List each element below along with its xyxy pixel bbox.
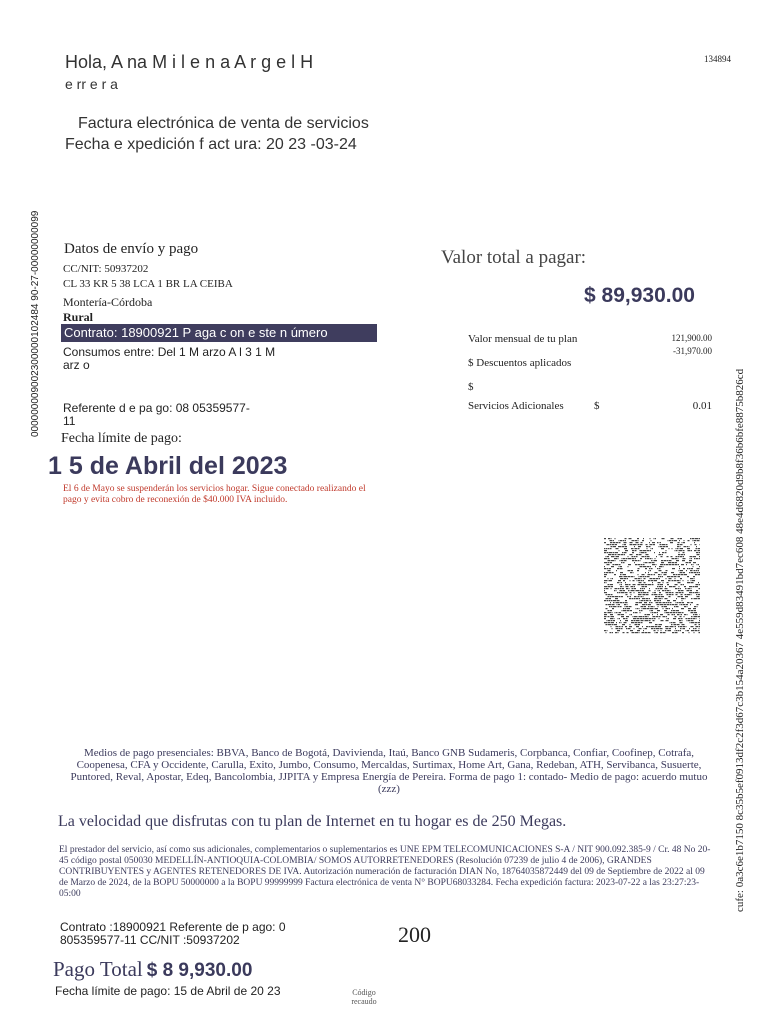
consumption-period-cont: arz o (63, 358, 90, 372)
footer-contract: Contrato :18900921 Referente de p ago: 0 (60, 920, 286, 934)
footer-reference: 805359577-11 CC/NIT :50937202 (60, 933, 240, 947)
summary-row-value: -31,970.00 (673, 346, 712, 356)
address: CL 33 KR 5 38 LCA 1 BR LA CEIBA (63, 278, 233, 290)
summary-row-currency-sign: $ (594, 400, 600, 412)
suspension-warning: El 6 de Mayo se suspenderán los servicios hogar. Sigue conectado realizando el pago y evita cobro de reconexión de $40.000 IVA incluido. (63, 484, 366, 505)
summary-row-label: $ (468, 381, 474, 393)
due-date-label: Fecha límite de pago: (61, 431, 182, 446)
issue-date: Fecha e xpedición f act ura: 20 23 -03-24 (65, 136, 357, 153)
total-label: Valor total a pagar: (441, 247, 587, 268)
vertical-account-code: 000000009002300000102484 90-27-00000000099 (30, 210, 41, 437)
code-label-line-1: Código (352, 988, 376, 997)
consumption-period: Consumos entre: Del 1 M arzo A l 3 1 M (63, 345, 276, 359)
code-label-line-2: recaudo (351, 997, 377, 1006)
greeting-line-1: Hola, A na M i l e n a A r g e l H (65, 52, 314, 72)
summary-row-label: $ Descuentos aplicados (468, 357, 572, 369)
footer-code-number: 200 (398, 922, 431, 947)
summary-row-value: 0.01 (692, 400, 712, 412)
cc-nit: CC/NIT: 50937202 (63, 263, 149, 275)
vertical-cufe-code: cufe: 0a3c6e1b7150 8c35b5ef0913df2c2f3d67c3b154a20367 4e559d83491bd7ec608 48e4d6820d9b8f36b6bfe8875b826cd (734, 368, 746, 912)
summary-row-label: Valor mensual de tu plan (468, 333, 578, 345)
internet-speed-message: La velocidad que disfrutas con tu plan de Internet en tu hogar es de 250 Megas. (58, 813, 567, 830)
footer-code-label (346, 988, 382, 1006)
invoice-title: Factura electrónica de venta de servicios (78, 115, 369, 132)
footer-due-date: Fecha límite de pago: 15 de Abril de 20 23 (55, 984, 281, 998)
greeting-line-2: e rr e r a (65, 76, 118, 92)
contract-bar (61, 324, 377, 342)
qr-code-icon (604, 538, 700, 634)
greeting (65, 52, 313, 73)
total-value: $ 89,930.00 (584, 284, 695, 307)
contract-bar-text: Contrato: 18900921 P aga c on e ste n úmero (64, 325, 328, 340)
summary-row-label: Servicios Adicionales (468, 400, 564, 412)
legal-text: El prestador del servicio, así como sus adicionales, complementarios o suplementarios es UNE EPM TELECOMUNICACIONES S-A / NIT 900.092.385-9 / Cr. 48 No 20-45 código postal 050030 MEDELLÍN-ANTIOQUIA-COLOMBIA/ SOMOS AUTORRETENEDORES (Resolución 07239 de julio 4 de 2006), GRANDES CONTRIBUYENTES y AGENTES RETENEDORES DE IVA. Autorización numeración de facturación DIAN No, 18764035872449 del 09 de Septiembre de 2022 al 09 de Marzo de 2024, de la BOPU 50000000 a la BOPU 99999999 Factura electrónica de venta N° BOPU68033284. Fecha expedición factura: 2023-07-22 a las 23:27:23-05:00 (59, 845, 711, 899)
shipping-title: Datos de envío y pago (64, 241, 199, 257)
zone: Rural (63, 310, 93, 324)
footer-total-label: Pago Total (53, 957, 143, 981)
document-number: 134894 (704, 54, 731, 64)
payment-methods: Medios de pago presenciales: BBVA, Banco de Bogotá, Davivienda, Itaú, Banco GNB Sudameris, Corpbanca, Confiar, Coofinep, Cotrafa, Coopenesa, CFA y Occidente, Carulla, Exito, Jumbo, Consumo, Mercaldas, Surtimax, Home Art, Gana, Redeban, ATH, Servibanca, Susuerte, Puntored, Reval, Apostar, Edeq, Bancolombia, JJPITA y Empresa Energía de Pereira. Forma de pago 1: contado- Medio de pago: acuerdo mutuo (zzz) (70, 747, 708, 795)
payment-reference-cont: 11 (63, 414, 76, 428)
summary-row-value: 121,900.00 (671, 333, 712, 343)
payment-reference: Referente d e pa go: 08 05359577- (63, 401, 250, 415)
footer-total-value: $ 8 9,930.00 (146, 960, 253, 981)
city: Montería-Córdoba (63, 295, 153, 309)
due-date: 1 5 de Abril del 2023 (48, 452, 288, 480)
footer-total (53, 957, 252, 982)
